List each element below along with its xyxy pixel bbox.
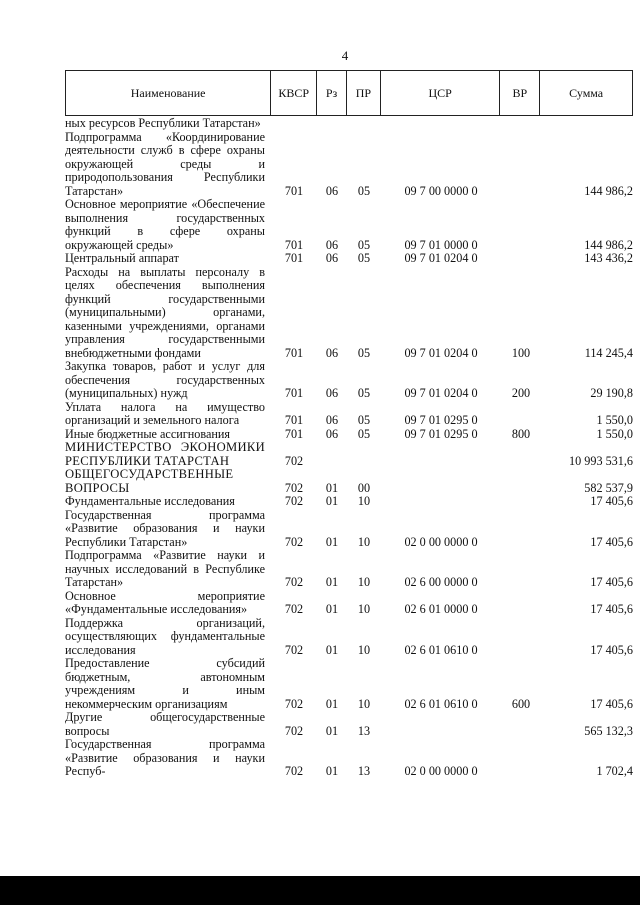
table-row <box>65 360 633 401</box>
cell-name: Подпрограмма «Координирование деятельности служб в сфере охраны окружающей среды и природопользования Республики Татарстан» <box>65 129 265 198</box>
cell-rz: 01 <box>325 723 339 738</box>
cell-name: Иные бюджетные ассигнования <box>65 426 231 441</box>
cell-kvsr: 701 <box>284 183 304 198</box>
cell-pr: 10 <box>357 534 371 549</box>
cell-rz: 01 <box>325 642 339 657</box>
cell-name: Государственная программа «Развитие образования и науки Республики Татарстан» <box>65 507 265 549</box>
cell-sum: 1 550,0 <box>596 426 633 441</box>
table-row <box>65 509 633 550</box>
table-row <box>65 711 633 738</box>
cell-name: Закупка товаров, работ и услуг для обеспечения государственных (муниципальных) нужд <box>65 359 265 400</box>
table-row <box>65 131 633 199</box>
cell-sum: 17 405,6 <box>590 602 633 616</box>
cell-name: Основное мероприятие «Фундаментальные исследования» <box>65 588 265 616</box>
header-pr: ПР <box>347 71 381 115</box>
table-row <box>65 549 633 590</box>
cell-csr: 09 7 01 0204 0 <box>404 251 478 265</box>
cell-pr: 00 <box>357 480 371 495</box>
cell-sum: 114 245,4 <box>584 345 633 360</box>
cell-rz: 06 <box>325 237 339 252</box>
cell-pr: 10 <box>357 696 371 711</box>
table-row <box>65 252 633 266</box>
cell-vr: 600 <box>511 696 531 711</box>
cell-kvsr: 702 <box>284 480 304 495</box>
cell-sum: 144 986,2 <box>584 237 633 252</box>
cell-name: Центральный аппарат <box>65 251 179 265</box>
cell-csr: 09 7 00 0000 0 <box>404 183 478 198</box>
cell-pr: 05 <box>357 413 371 427</box>
cell-rz: 01 <box>325 602 339 616</box>
cell-kvsr: 702 <box>284 534 304 549</box>
header-csr: ЦСР <box>381 71 501 115</box>
cell-kvsr: 701 <box>284 251 304 265</box>
table-row <box>65 590 633 617</box>
cell-pr: 10 <box>357 575 371 589</box>
cell-pr: 05 <box>357 251 371 265</box>
table-row <box>65 468 633 495</box>
header-vr: ВР <box>500 71 540 115</box>
cell-sum: 1 550,0 <box>596 413 633 427</box>
cell-csr: 09 7 01 0295 0 <box>404 426 478 441</box>
cell-pr: 05 <box>357 183 371 198</box>
cell-sum: 29 190,8 <box>590 386 633 400</box>
cell-kvsr: 702 <box>284 642 304 657</box>
cell-rz: 06 <box>325 345 339 360</box>
cell-name: ных ресурсов Республики Татарстан» <box>65 116 261 130</box>
cell-pr: 05 <box>357 386 371 400</box>
cell-rz: 01 <box>325 494 339 508</box>
table-row <box>65 495 633 509</box>
cell-kvsr: 702 <box>284 764 304 778</box>
cell-sum: 17 405,6 <box>590 696 633 711</box>
cell-sum: 582 537,9 <box>584 480 633 495</box>
cell-sum: 17 405,6 <box>590 575 633 589</box>
cell-sum: 17 405,6 <box>590 534 633 549</box>
cell-name: Предоставление субсидий бюджетным, автономным учреждениям и иным некоммерческим организациям <box>65 656 265 711</box>
scan-bottom-border <box>0 876 640 905</box>
cell-kvsr: 702 <box>284 723 304 738</box>
cell-rz: 06 <box>325 413 339 427</box>
cell-vr: 800 <box>511 426 531 441</box>
header-sum: Сумма <box>569 85 604 100</box>
table-row <box>65 266 633 361</box>
cell-name: Уплата налога на имущество организаций и земельного налога <box>65 399 265 427</box>
cell-sum: 17 405,6 <box>590 494 633 508</box>
cell-sum: 143 436,2 <box>584 251 633 265</box>
table-row <box>65 117 633 131</box>
cell-kvsr: 701 <box>284 237 304 252</box>
cell-name: ОБЩЕГОСУДАРСТВЕННЫЕ ВОПРОСЫ <box>65 467 234 495</box>
header-name: Наименование <box>66 71 271 115</box>
cell-sum: 144 986,2 <box>584 183 633 198</box>
cell-kvsr: 701 <box>284 345 304 360</box>
cell-pr: 13 <box>357 764 371 778</box>
table-row <box>65 617 633 658</box>
cell-rz: 01 <box>325 534 339 549</box>
cell-kvsr: 701 <box>284 386 304 400</box>
cell-rz: 01 <box>325 696 339 711</box>
cell-sum: 565 132,3 <box>584 723 633 738</box>
table-row <box>65 198 633 252</box>
cell-csr: 02 6 01 0610 0 <box>404 642 478 657</box>
cell-sum: 17 405,6 <box>590 642 633 657</box>
cell-kvsr: 702 <box>284 696 304 711</box>
cell-csr: 02 0 00 0000 0 <box>404 534 478 549</box>
cell-rz: 06 <box>325 426 339 441</box>
cell-name: МИНИСТЕРСТВО ЭКОНОМИКИ РЕСПУБЛИКИ ТАТАРСТАН <box>65 440 265 468</box>
cell-csr: 09 7 01 0204 0 <box>404 386 478 400</box>
cell-csr: 09 7 01 0204 0 <box>404 345 478 360</box>
cell-pr: 10 <box>357 602 371 616</box>
cell-pr: 10 <box>357 494 371 508</box>
table-header <box>65 70 633 116</box>
cell-rz: 01 <box>325 575 339 589</box>
cell-kvsr: 701 <box>284 426 304 441</box>
table-row <box>65 441 633 468</box>
cell-kvsr: 702 <box>284 575 304 589</box>
cell-pr: 13 <box>357 723 371 738</box>
header-rz: Рз <box>317 71 347 115</box>
cell-rz: 06 <box>325 386 339 400</box>
cell-pr: 05 <box>357 237 371 252</box>
cell-csr: 09 7 01 0295 0 <box>404 413 478 427</box>
cell-csr: 02 6 00 0000 0 <box>404 575 478 589</box>
table-row <box>65 657 633 711</box>
cell-csr: 02 6 01 0000 0 <box>404 602 478 616</box>
cell-pr: 10 <box>357 642 371 657</box>
cell-name: Другие общегосударственные вопросы <box>65 710 265 738</box>
cell-name: Основное мероприятие «Обеспечение выполнения государственных функций в сфере охраны окружающей среды» <box>65 197 265 252</box>
cell-sum: 1 702,4 <box>596 764 633 778</box>
cell-name: Фундаментальные исследования <box>65 494 235 508</box>
cell-kvsr: 702 <box>284 602 304 616</box>
table-row <box>65 428 633 442</box>
table-row <box>65 401 633 428</box>
header-kvsr: КВСР <box>271 71 317 115</box>
cell-pr: 05 <box>357 426 371 441</box>
cell-csr: 09 7 01 0000 0 <box>404 237 478 252</box>
cell-rz: 06 <box>325 251 339 265</box>
cell-name: Расходы на выплаты персоналу в целях обеспечения выполнения функций государственными (муниципальными) органами, казенными учреждениями, органами управления государственными внебюджетными фондами <box>65 264 265 360</box>
cell-csr: 02 6 01 0610 0 <box>404 696 478 711</box>
page-number: 4 <box>341 48 349 63</box>
table-body <box>65 117 633 779</box>
cell-name: Поддержка организаций, осуществляющих фундаментальные исследования <box>65 615 265 657</box>
cell-rz: 01 <box>325 764 339 778</box>
cell-name: Государственная программа «Развитие образования и науки Респуб- <box>65 737 265 778</box>
table-row <box>65 738 633 779</box>
cell-kvsr: 701 <box>284 413 304 427</box>
cell-csr: 02 0 00 0000 0 <box>404 764 478 778</box>
cell-name: Подпрограмма «Развитие науки и научных исследований в Республике Татарстан» <box>65 548 265 589</box>
cell-kvsr: 702 <box>284 453 304 468</box>
cell-sum: 10 993 531,6 <box>569 453 633 468</box>
cell-rz: 01 <box>325 480 339 495</box>
cell-rz: 06 <box>325 183 339 198</box>
cell-kvsr: 702 <box>284 494 304 508</box>
cell-pr: 05 <box>357 345 371 360</box>
cell-vr: 200 <box>511 386 531 400</box>
cell-vr: 100 <box>511 345 531 360</box>
